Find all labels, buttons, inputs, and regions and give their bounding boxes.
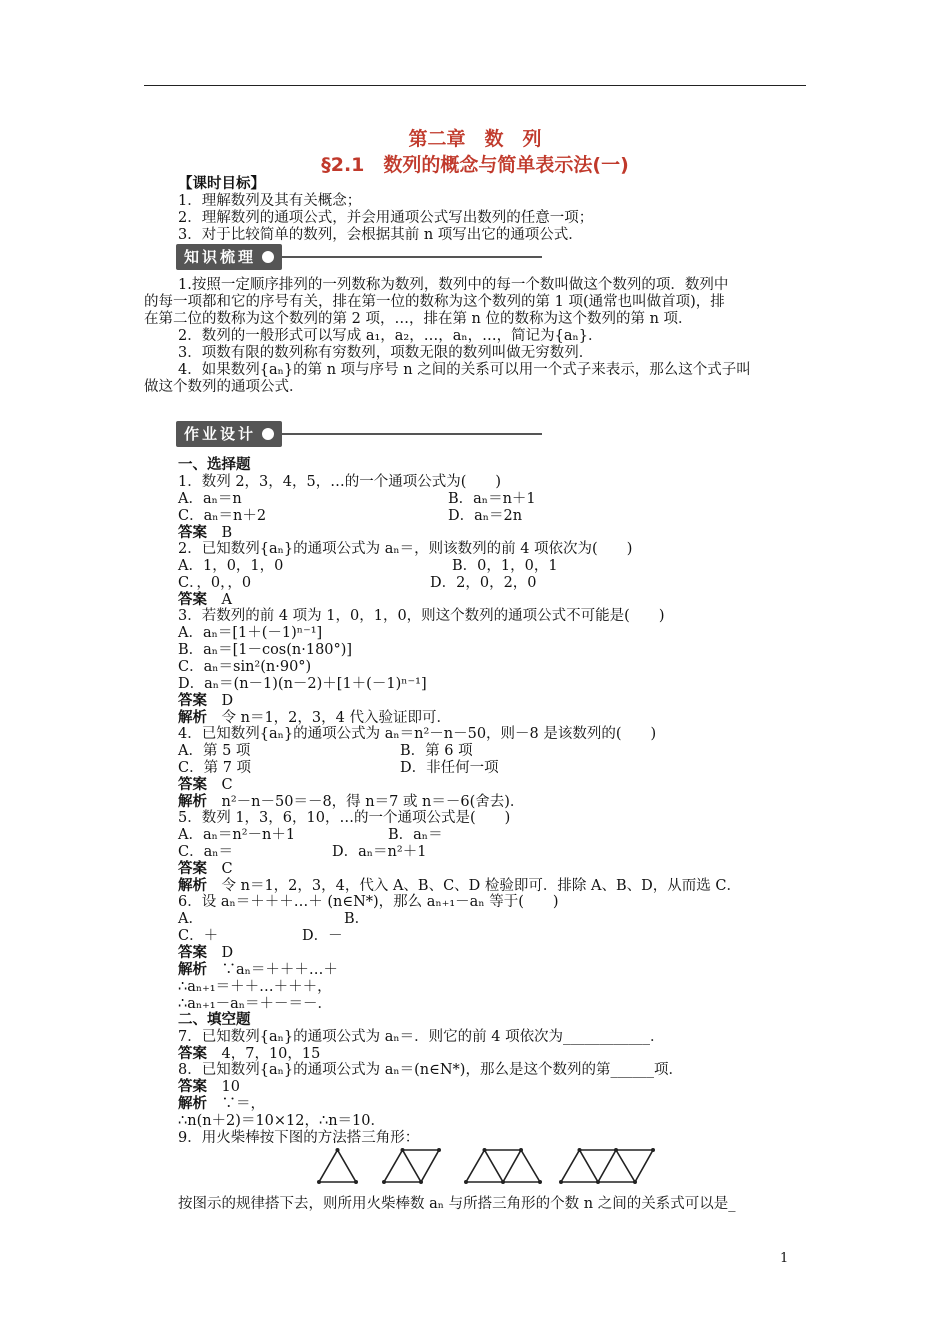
answer-label: 答案: [178, 592, 207, 608]
q5-option-c: C．aₙ＝: [178, 844, 234, 860]
q4-option-b: B．第 6 项: [400, 743, 473, 759]
triangle-group-4: [561, 1150, 653, 1182]
q6-option-c: C．＋: [178, 928, 219, 944]
triangle-group-3: [466, 1150, 540, 1182]
knowledge-line-1: 1.按照一定顺序排列的一列数称为数列，数列中的每一个数叫做这个数列的项．数列中: [178, 277, 729, 293]
banner-line: [282, 433, 542, 435]
q8-answer: 10: [221, 1079, 240, 1095]
q7-answer: 4，7，10，15: [221, 1046, 321, 1062]
explanation-label: 解析: [178, 962, 207, 978]
q5-answer: C: [221, 861, 233, 877]
chapter-title: 第二章 数 列: [408, 128, 542, 150]
q4-option-c: C．第 7 项: [178, 760, 252, 776]
q7-stem: 7．已知数列{aₙ}的通项公式为 aₙ＝．则它的前 4 项依次为____________．: [178, 1029, 665, 1045]
part1-heading: 一、选择题: [178, 457, 251, 473]
explanation-label: 解析: [178, 794, 207, 810]
explanation-label: 解析: [178, 1096, 207, 1112]
q3-answer: D: [221, 693, 234, 709]
q1-stem: 1．数列 2，3，4，5，…的一个通项公式为( ): [178, 474, 502, 490]
goals-heading: 【课时目标】: [178, 176, 265, 192]
q4-explanation: n²－n－50＝－8，得 n＝7 或 n＝－6(舍去)．: [221, 794, 525, 810]
knowledge-line-6: 4．如果数列{aₙ}的第 n 项与序号 n 之间的关系可以用一个式子来表示，那么这个式子叫: [178, 362, 751, 378]
answer-label: 答案: [178, 777, 207, 793]
answer-label: 答案: [178, 1079, 207, 1095]
answer-label: 答案: [178, 525, 207, 541]
bullet-icon: [262, 428, 274, 440]
knowledge-line-2: 的每一项都和它的序号有关，排在第一位的数称为这个数列的第 1 项(通常也叫做首项)，排: [144, 294, 725, 310]
goal-3: 3．对于比较简单的数列，会根据其前 n 项写出它的通项公式．: [178, 227, 583, 243]
homework-banner: [176, 421, 542, 447]
matchstick-triangles-figure: [316, 1145, 656, 1187]
answer-label: 答案: [178, 861, 207, 877]
q6-explanation-2: ∴aₙ₊₁＝＋＋…＋＋＋，: [178, 979, 332, 995]
q2-option-c: C．，0，，0: [178, 575, 252, 591]
q3-option-d: D．aₙ＝(n－1)(n－2)＋[1＋(－1)ⁿ⁻¹]: [178, 676, 427, 692]
page-number: 1: [780, 1251, 789, 1266]
q3-option-b: B．aₙ＝[1－cos(n·180°)]: [178, 642, 353, 658]
q6-option-a: A．: [178, 911, 203, 927]
header-rule: [144, 85, 806, 86]
goal-2: 2．理解数列的通项公式，并会用通项公式写出数列的任意一项；: [178, 210, 594, 226]
q1-answer: B: [221, 525, 233, 541]
q2-answer: A: [221, 592, 232, 608]
q4-answer: C: [221, 777, 233, 793]
q2-option-d: D．2，0，2，0: [430, 575, 537, 591]
q1-option-c: C．aₙ＝n＋2: [178, 508, 267, 524]
knowledge-banner-label: 知识梳理: [184, 248, 257, 266]
knowledge-line-5: 3．项数有限的数列称有穷数列，项数无限的数列叫做无穷数列．: [178, 345, 594, 361]
q8-explanation-2: ∴n(n＋2)＝10×12，∴n＝10．: [178, 1113, 386, 1129]
q3-stem: 3．若数列的前 4 项为 1，0，1，0，则这个数列的通项公式不可能是( ): [178, 608, 665, 624]
q4-option-a: A．第 5 项: [178, 743, 251, 759]
q2-stem: 2．已知数列{aₙ}的通项公式为 aₙ＝，则该数列的前 4 项依次为( ): [178, 541, 633, 557]
part2-heading: 二、填空题: [178, 1012, 251, 1028]
q4-stem: 4．已知数列{aₙ}的通项公式为 aₙ＝n²－n－50，则－8 是该数列的( ): [178, 726, 657, 742]
triangle-group-2: [384, 1150, 439, 1182]
q6-answer: D: [221, 945, 234, 961]
q2-option-a: A．1，0，1，0: [178, 558, 284, 574]
knowledge-banner: [176, 244, 542, 270]
knowledge-line-4: 2．数列的一般形式可以写成 a₁，a₂，…，aₙ，…，简记为{aₙ}．: [178, 328, 603, 344]
q8-explanation-1: ∵＝，: [221, 1096, 265, 1112]
q6-option-b: B．: [344, 911, 370, 927]
goal-1: 1．理解数列及其有关概念；: [178, 193, 362, 209]
q2-option-b: B．0，1，0，1: [452, 558, 558, 574]
explanation-label: 解析: [178, 710, 207, 726]
q6-explanation-1: ∵aₙ＝＋＋＋…＋: [221, 962, 338, 978]
q5-stem: 5．数列 1，3，6，10，…的一个通项公式是( ): [178, 810, 511, 826]
q3-option-a: A．aₙ＝[1＋(－1)ⁿ⁻¹]: [178, 625, 323, 641]
knowledge-line-3: 在第二位的数称为这个数列的第 2 项，…，排在第 n 位的数称为这个数列的第 n 项．: [144, 311, 693, 327]
answer-label: 答案: [178, 945, 207, 961]
q6-option-d: D．－: [302, 928, 343, 944]
bullet-icon: [262, 251, 274, 263]
q9-stem: 9．用火柴棒按下图的方法搭三角形：: [178, 1130, 420, 1146]
q3-option-c: C．aₙ＝sin²(n·90°): [178, 659, 312, 675]
q1-option-b: B．aₙ＝n＋1: [448, 491, 536, 507]
banner-line: [282, 256, 542, 258]
q1-option-a: A．aₙ＝n: [178, 491, 242, 507]
q1-option-d: D．aₙ＝2n: [448, 508, 523, 524]
knowledge-line-7: 做这个数列的通项公式．: [144, 379, 304, 395]
triangle-group-1: [319, 1150, 356, 1182]
q8-stem: 8．已知数列{aₙ}的通项公式为 aₙ＝(n∈N*)，那么是这个数列的第______项．: [178, 1062, 683, 1078]
section-title: §2.1 数列的概念与简单表示法(一): [321, 154, 629, 176]
q5-option-d: D．aₙ＝n²＋1: [332, 844, 427, 860]
homework-banner-label: 作业设计: [184, 425, 257, 443]
explanation-label: 解析: [178, 878, 207, 894]
q4-option-d: D．非任何一项: [400, 760, 499, 776]
q6-explanation-3: ∴aₙ₊₁－aₙ＝＋－＝－．: [178, 996, 333, 1012]
q5-option-a: A．aₙ＝n²－n＋1: [178, 827, 296, 843]
answer-label: 答案: [178, 693, 207, 709]
q5-option-b: B．aₙ＝: [388, 827, 443, 843]
q3-explanation: 令 n＝1，2，3，4 代入验证即可．: [221, 710, 451, 726]
answer-label: 答案: [178, 1046, 207, 1062]
q9-tail: 按图示的规律搭下去，则所用火柴棒数 aₙ 与所搭三角形的个数 n 之间的关系式可以是_: [178, 1196, 736, 1212]
q6-stem: 6．设 aₙ＝＋＋＋…＋ (n∈N*)，那么 aₙ₊₁－aₙ 等于( ): [178, 894, 559, 910]
q5-explanation: 令 n＝1，2，3，4，代入 A、B、C、D 检验即可．排除 A、B、D，从而选 C．: [221, 878, 741, 894]
